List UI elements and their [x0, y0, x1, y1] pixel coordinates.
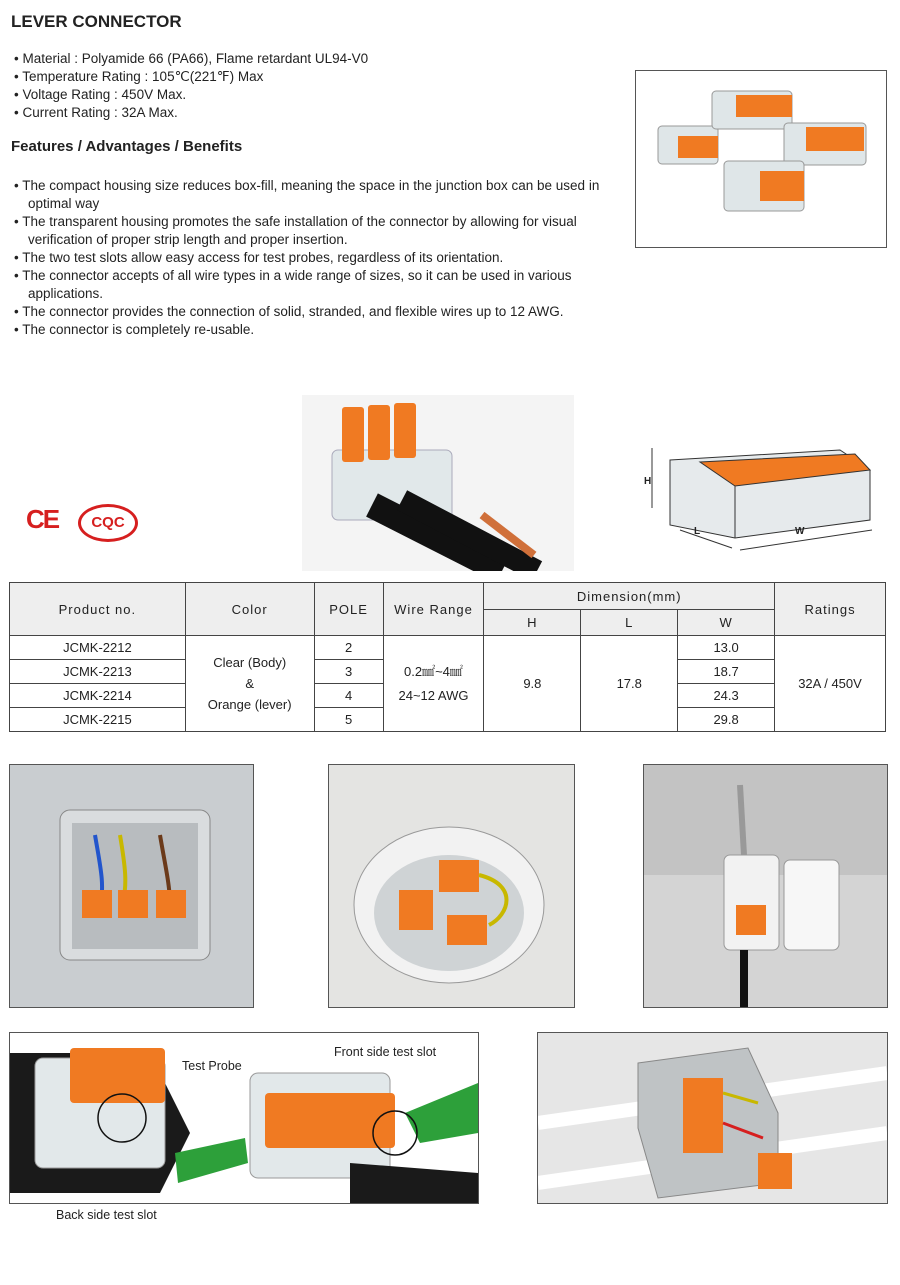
th-pole: POLE	[314, 583, 383, 636]
spec-temperature: • Temperature Rating : 105℃(221℉) Max	[14, 68, 368, 86]
wire-insertion-photo	[302, 395, 574, 571]
feature-item: • The compact housing size reduces box-fill, meaning the space in the junction box can be used in optimal way	[14, 177, 624, 213]
feature-item: • The connector provides the connection of solid, stranded, and flexible wires up to 12 AWG.	[14, 303, 624, 321]
features-heading: Features / Advantages / Benefits	[11, 138, 243, 155]
table-row	[10, 636, 886, 660]
spec-list	[14, 50, 368, 122]
wire-line: 0.2㎟~4㎟	[404, 663, 463, 679]
dim-label-l: L	[694, 526, 701, 537]
wiring-box-photo	[537, 1032, 888, 1204]
cell-w: 24.3	[678, 684, 775, 708]
cell-h: 9.8	[484, 636, 581, 732]
th-ratings: Ratings	[775, 583, 886, 636]
color-line: Clear (Body)	[213, 655, 287, 670]
color-line: &	[245, 676, 255, 691]
feature-item: • The connector is completely re-usable.	[14, 321, 624, 339]
cell-color	[185, 636, 314, 732]
cell-product: JCMK-2215	[10, 708, 186, 732]
dim-label-h: H	[644, 476, 652, 487]
color-line: Orange (lever)	[207, 697, 292, 712]
cell-pole: 3	[314, 660, 383, 684]
th-h: H	[484, 610, 581, 636]
feature-item: • The two test slots allow easy access for test probes, regardless of its orientation.	[14, 249, 624, 267]
dimension-diagram	[640, 430, 890, 560]
hanging-box-photo	[643, 764, 888, 1008]
cqc-logo: CQC	[78, 504, 138, 542]
cell-product: JCMK-2214	[10, 684, 186, 708]
cell-w: 18.7	[678, 660, 775, 684]
th-wire-range: Wire Range	[383, 583, 484, 636]
th-w: W	[678, 610, 775, 636]
cell-w: 29.8	[678, 708, 775, 732]
cell-pole: 2	[314, 636, 383, 660]
cell-l: 17.8	[581, 636, 678, 732]
test-probe-illustration	[9, 1032, 479, 1204]
junction-box-photo	[9, 764, 254, 1008]
ceiling-box-photo	[328, 764, 575, 1008]
cell-product: JCMK-2213	[10, 660, 186, 684]
cell-pole: 5	[314, 708, 383, 732]
features-list	[14, 177, 624, 339]
th-product: Product no.	[10, 583, 186, 636]
spec-voltage: • Voltage Rating : 450V Max.	[14, 86, 368, 104]
front-slot-label: Front side test slot	[334, 1045, 437, 1059]
cell-pole: 4	[314, 684, 383, 708]
cell-wire-range	[383, 636, 484, 732]
feature-item: • The connector accepts of all wire types in a wide range of sizes, so it can be used in various applications.	[14, 267, 624, 303]
test-probe-label: Test Probe	[182, 1059, 242, 1073]
page-title: LEVER CONNECTOR	[11, 12, 182, 31]
wire-line: 24~12 AWG	[398, 687, 469, 703]
ce-logo: CE	[26, 504, 59, 534]
product-group-photo	[635, 70, 887, 248]
spec-table	[9, 582, 886, 732]
feature-item: • The transparent housing promotes the safe installation of the connector by allowing for visual verification of proper strip length and proper insertion.	[14, 213, 624, 249]
th-l: L	[581, 610, 678, 636]
spec-current: • Current Rating : 32A Max.	[14, 104, 368, 122]
dim-label-w: W	[795, 526, 805, 537]
cell-product: JCMK-2212	[10, 636, 186, 660]
spec-material: • Material : Polyamide 66 (PA66), Flame retardant UL94-V0	[14, 50, 368, 68]
cell-w: 13.0	[678, 636, 775, 660]
th-dimension: Dimension(mm)	[484, 583, 775, 610]
back-slot-label: Back side test slot	[56, 1208, 157, 1222]
cell-rating: 32A / 450V	[775, 636, 886, 732]
th-color: Color	[185, 583, 314, 636]
